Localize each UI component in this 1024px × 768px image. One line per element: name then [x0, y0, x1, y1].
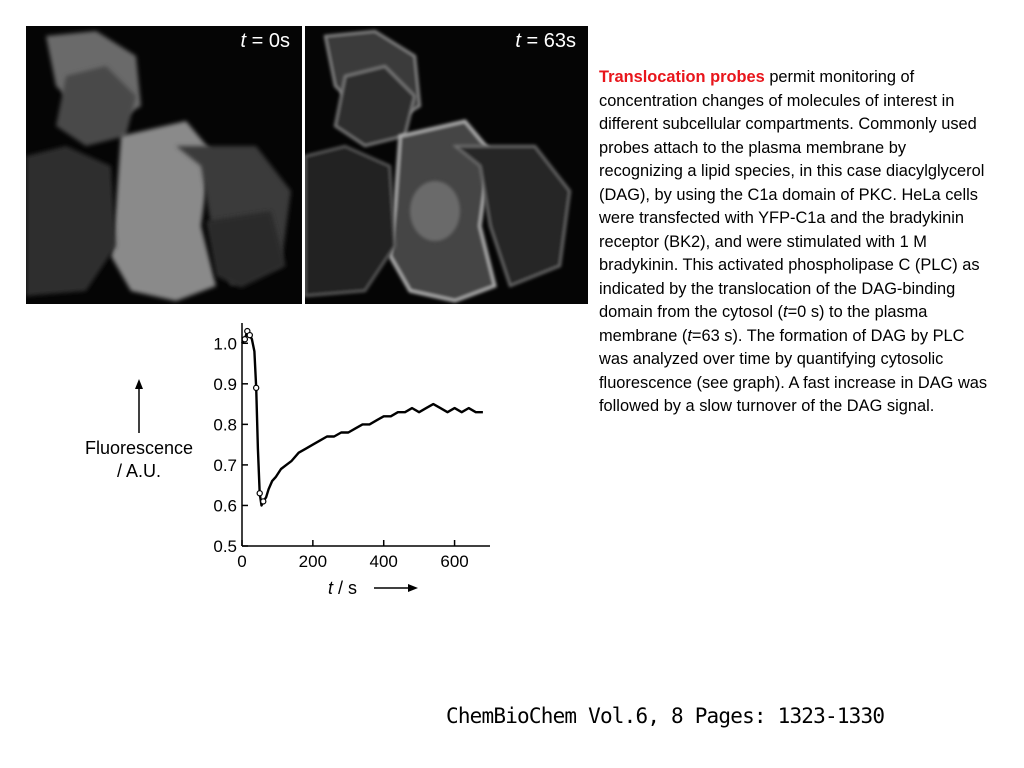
highlight-term: Translocation probes	[599, 68, 765, 86]
x-axis-ticks	[237, 540, 468, 571]
data-point	[247, 333, 252, 338]
fluorescence-series-line	[242, 331, 483, 505]
time-label-t0: t = 0s	[240, 30, 290, 52]
y-tick-label: 1.0	[213, 334, 237, 354]
y-axis-arrow-head	[135, 379, 143, 389]
x-tick-label: 200	[298, 552, 328, 571]
y-tick-label: 0.9	[213, 374, 237, 394]
y-tick-label: 0.6	[213, 496, 237, 516]
fluorescence-chart	[60, 315, 510, 605]
y-tick-label: 0.5	[213, 537, 237, 556]
x-axis-label: t / s	[328, 578, 358, 598]
x-tick-label: 0	[237, 552, 247, 571]
x-axis-arrow-head	[408, 584, 418, 592]
y-axis-label-line2: / A.U.	[116, 461, 162, 481]
chart-axes	[242, 323, 490, 546]
micrograph-t63	[305, 26, 588, 304]
data-point	[257, 491, 262, 496]
citation: ChemBioChem Vol.6, 8 Pages: 1323-1330	[446, 704, 885, 728]
data-point	[261, 499, 266, 504]
time-label-t63: t = 63s	[515, 30, 576, 52]
y-axis-ticks	[213, 334, 248, 556]
cells-image-t0	[26, 26, 302, 304]
x-tick-label: 400	[369, 552, 398, 571]
description-paragraph: Translocation probes permit monitoring of concentration changes of molecules of interest in different subcellular compartments. Commonly used probes attach to the plasma membrane by recognizing a lipid species, in this case diacylglycerol (DAG), by using the C1a domain of PKC. HeLa cells were transfected with YFP-C1a and the bradykinin receptor (BK2), and were stimulated with 1 M bradykinin. This activated phospholipase C (PLC) as indicated by the translocation of the DAG-binding domain from the cytosol (t=0 s) to the plasma membrane (t=63 s). The formation of DAG by PLC was analyzed over time by quantifying cytosolic fluorescence (see graph). A fast increase in DAG was followed by a slow turnover of the DAG signal.	[599, 68, 988, 415]
data-point	[254, 385, 259, 390]
cells-image-t63	[305, 26, 588, 304]
x-tick-label: 600	[440, 552, 469, 571]
data-point	[242, 337, 247, 342]
y-tick-label: 0.7	[213, 455, 237, 475]
y-tick-label: 0.8	[213, 415, 237, 435]
y-axis-label-line1: Fluorescence	[84, 438, 194, 458]
micrograph-t0	[26, 26, 302, 304]
